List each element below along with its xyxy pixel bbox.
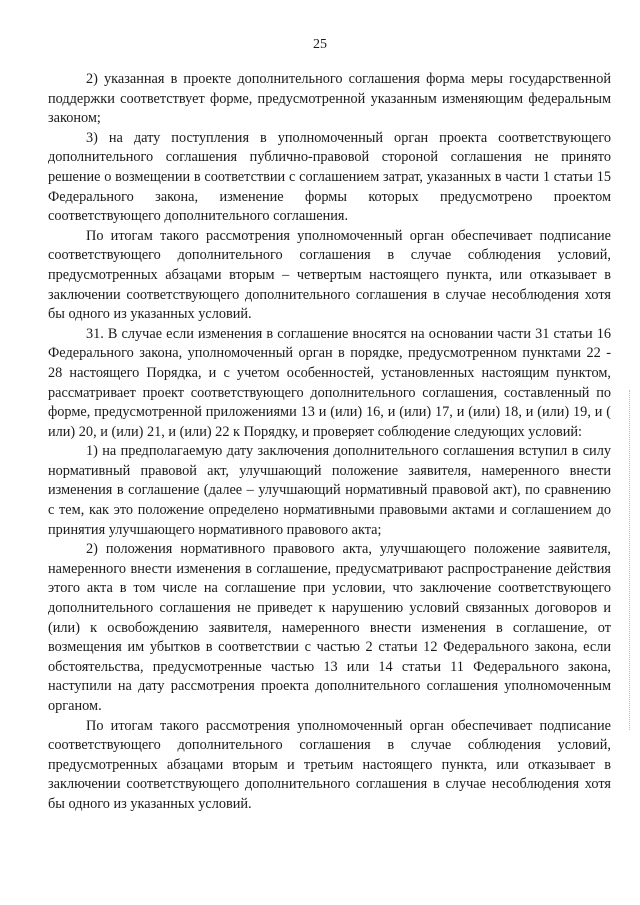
page-number: 25 bbox=[313, 37, 327, 52]
paragraph-final-result: По итогам такого рассмотрения уполномоченный орган обеспечивает подписание соответствующего дополнительного соглашения в случае соблюдения условий, предусмотренных абзацами вторым и третьим настоящего пункта, или отказывает в заключении соответствующего дополнительного соглашения в случае несоблюдения хотя бы одного из указанных условий. bbox=[48, 717, 611, 812]
paragraph-clause-31: 31. В случае если изменения в соглашение вносятся на основании части 31 статьи 16 Федерального закона, уполномоченный орган в порядке, предусмотренном пунктами 22 - 28 настоящего Порядка, и с учетом особенностей, установленных настоящим пунктом, рассматривает проект соответствующего дополнительного соглашения, составленный по форме, предусмотренной приложениями 13 и (или) 16, и (или) 17, и (или) 18, и (или) 19, и ( или) 20, и (или) 21, и (или) 22 к Порядку, и проверяет соблюдение следующих условий: bbox=[48, 325, 611, 440]
paragraph-item-3: 3) на дату поступления в уполномоченный орган проекта соответствующего дополнительного соглашения публично-правовой стороной соглашения не принято решение о возмещении в соответствии с соглашением затрат, указанных в части 1 статьи 15 Федерального закона, изменение формы которых предусмотрено проектом соответствующего дополнительного соглашения. bbox=[48, 129, 611, 225]
scan-margin-mark bbox=[629, 390, 633, 730]
paragraph-review-result: По итогам такого рассмотрения уполномоченный орган обеспечивает подписание соответствующего дополнительного соглашения в случае соблюдения условий, предусмотренных абзацами вторым – четвертым настоящего пункта, или отказывает в заключении соответствующего дополнительного соглашения в случае несоблюдения хотя бы одного из указанных условий. bbox=[48, 227, 611, 323]
paragraph-item-2: 2) указанная в проекте дополнительного соглашения форма меры государственной поддержки соответствует форме, предусмотренной указанным изменяющим федеральным законом; bbox=[48, 71, 611, 127]
paragraph-condition-2: 2) положения нормативного правового акта, улучшающего положение заявителя, намеренного внести изменения в соглашение, предусматривают распространение действия этого акта в том числе на соглашение при условии, что заключение соответствующего дополнительного соглашения не приведет к нарушению условий связанных договоров и (или) к освобождению заявителя, намеренного внести изменения в соглашение, от возмещения им убытков в соответствии с частью 2 статьи 12 Федерального закона, если обстоятельства, предусмотренные частью 13 или 14 статьи 11 Федерального закона, наступили на дату рассмотрения проекта дополнительного соглашения уполномоченным органом. bbox=[48, 541, 611, 714]
document-body bbox=[48, 70, 611, 815]
paragraph-condition-1: 1) на предполагаемую дату заключения дополнительного соглашения вступил в силу нормативный правовой акт, улучшающий положение заявителя, намеренного внести изменения в соглашение (далее – улучшающий нормативный правовой акт), по сравнению с тем, как это положение определено нормативными правовыми актами и соглашением до принятия улучшающего нормативного правового акта; bbox=[48, 443, 611, 538]
